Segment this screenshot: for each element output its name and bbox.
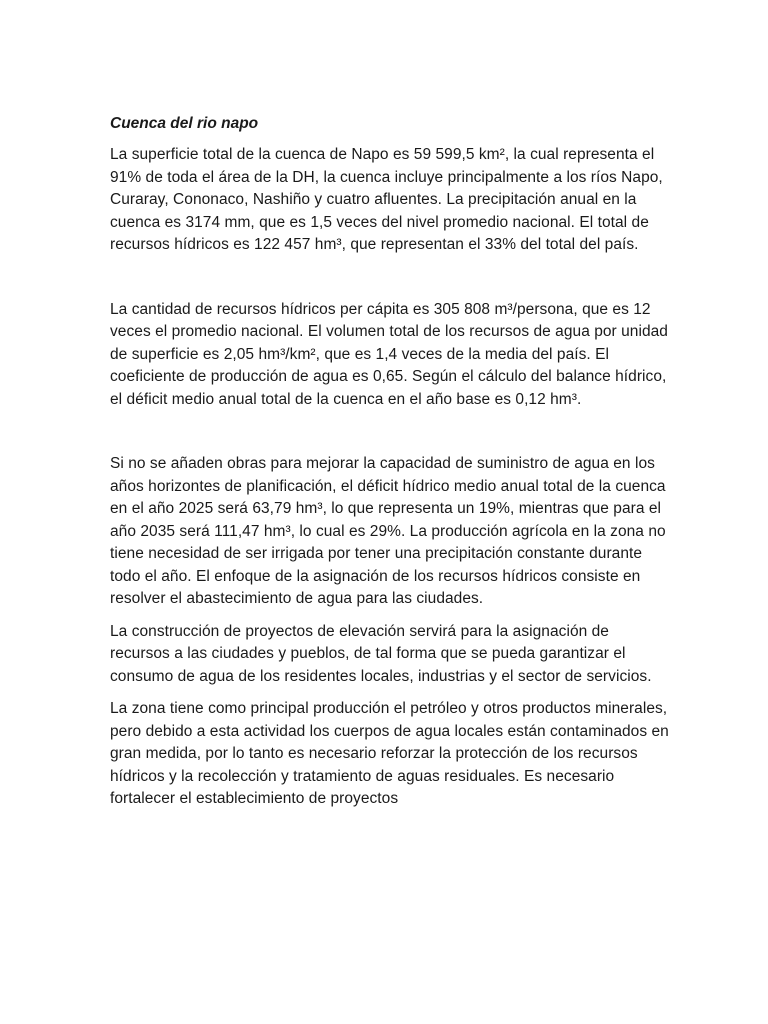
paragraph-spacer [110,411,670,453]
paragraph-elevation-projects: La construcción de proyectos de elevación servirá para la asignación de recursos a las ciudades y pueblos, de tal forma que se pueda garantizar el consumo de agua de los residentes locales, industrias y el sector de servicios. [110,622,652,685]
paragraph-spacer [110,688,670,698]
paragraph-area-overview: La superficie total de la cuenca de Napo es 59 599,5 km², la cual representa el 91% de toda el área de la DH, la cuenca incluye principalmente a los ríos Napo, Curaray, Cononaco, Nashiño y cuatro afluentes. La precipitación anual en la cuenca es 3174 mm, que es 1,5 veces del nivel promedio nacional. El total de recursos hídricos es 122 457 hm³, que representan el 33% del total del país. [110,146,663,253]
paragraph-per-capita-resources: La cantidad de recursos hídricos per cápita es 305 808 m³/persona, que es 12 veces el promedio nacional. El volumen total de los recursos de agua por unidad de superficie es 2,05 hm³/km², que es 1,4 veces de la media del país. El coeficiente de producción de agua es 0,65. Según el cálculo del balance hídrico, el déficit medio anual total de la cuenca en el año base es 0,12 hm³. [110,300,668,408]
document-page [110,112,670,811]
paragraph-spacer [110,257,670,299]
paragraph-spacer [110,611,670,621]
paragraph-oil-contamination: La zona tiene como principal producción el petróleo y otros productos minerales, pero debido a esta actividad los cuerpos de agua locales están contaminados en gran medida, por lo tanto es necesario reforzar la protección de los recursos hídricos y la recolección y tratamiento de aguas residuales. Es necesario fortalecer el establecimiento de proyectos [110,700,669,807]
document-title: Cuenca del rio napo [110,115,259,132]
paragraph-water-deficit: Si no se añaden obras para mejorar la capacidad de suministro de agua en los años horizontes de planificación, el déficit hídrico medio anual total de la cuenca en el año 2025 será 63,79 hm³, lo que representa un 19%, mientras que para el año 2035 será 111,47 hm³, lo cual es 29%. La producción agrícola en la zona no tiene necesidad de ser irrigada por tener una precipitación constante durante todo el año. El enfoque de la asignación de los recursos hídricos consiste en resolver el abastecimiento de agua para las ciudades. [110,455,666,607]
